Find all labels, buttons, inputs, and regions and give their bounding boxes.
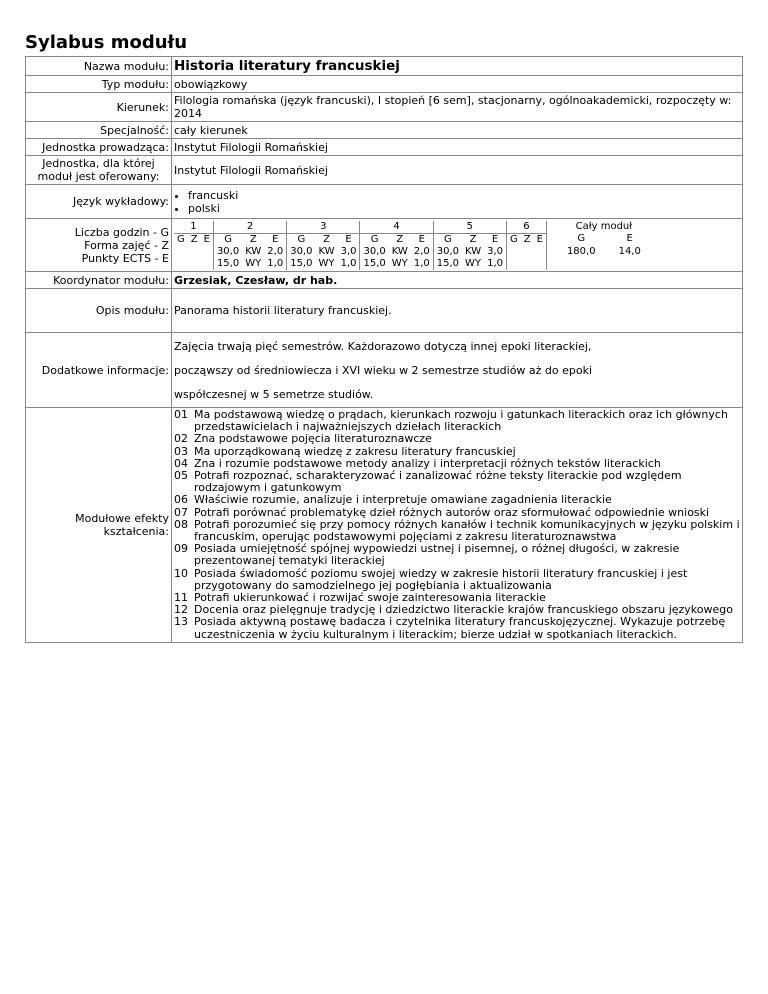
hours-cell [521, 246, 534, 270]
language-item: • francuski [188, 189, 740, 202]
unit-offered-value: Instytut Filologii Romańskiej [172, 156, 743, 185]
unit-running-label: Jednostka prowadząca: [26, 139, 172, 156]
row-hours [26, 219, 743, 272]
sub-header: G [213, 233, 242, 246]
row-specialty [26, 122, 743, 139]
module-name-value: Historia literatury francuskiej [172, 57, 743, 76]
hours-label-line: Forma zajęć - Z [84, 238, 169, 252]
hours-cell: 30,0 15,0 [433, 246, 462, 270]
row-unit-offered [26, 156, 743, 185]
language-label: Język wykładowy: [26, 185, 172, 219]
outcome-text: Potrafi porównać problematykę dzieł różnych autorów oraz sformułować odpowiednie wnioski [194, 505, 710, 519]
outcome-text: Potrafi porozumieć się przy pomocy różnych kanałów i technik komunikacyjnych w języku polskim i francuskim, operując podstawowymi pojęciami z zakresu literaturoznawstwa [194, 517, 740, 544]
hours-label-line: Liczba godzin - G [74, 225, 169, 239]
hours-cell: KW WY [391, 245, 408, 269]
outcome-text: Posiada aktywną postawę badacza i czytelnika literatury francuskojęzycznej. Wykazuje potrzebę uczestniczenia w życiu kulturalnym i literackim; bierze udział w spotkaniach literackich. [194, 615, 726, 641]
outcome-item [174, 519, 740, 543]
hours-label [26, 219, 172, 272]
sub-header: G [433, 233, 462, 246]
additional-label: Dodatkowe informacje: [26, 333, 172, 408]
total-sub-header: E [626, 233, 633, 245]
sub-header: E [491, 233, 499, 245]
description-value: Panorama historii literatury francuskiej. [172, 289, 743, 333]
sub-header: E [345, 233, 352, 245]
hours-cell: 3,0 1,0 [487, 245, 503, 269]
outcome-number: 05 [174, 469, 188, 483]
sub-header: Z [523, 233, 531, 245]
total-header: Cały moduł [546, 221, 643, 234]
sub-header: Z [190, 233, 198, 245]
sub-header: E [272, 233, 279, 245]
outcome-text: Docenia oraz pielęgnuje tradycję i dziedzictwo literackie krajów francuskiego obszaru językowego [194, 603, 733, 617]
additional-line: począwszy od średniowiecza i XVI wieku w 2 semestrze studiów aż do epoki [174, 363, 593, 377]
hours-cell: 30,0 15,0 [213, 246, 242, 270]
outcome-text: Posiada umiejętność spójnej wypowiedzi ustnej i pisemnej, o różnej długości, w zakresie prezentowanej tematyki literackiej [194, 542, 680, 568]
hours-cell: 30,0 15,0 [360, 246, 389, 270]
row-coordinator [26, 272, 743, 289]
total-value: 14,0 [618, 245, 641, 257]
semester-header: 6 [507, 221, 547, 234]
row-additional [26, 333, 743, 408]
row-module-type [26, 76, 743, 93]
sub-header: G [360, 233, 389, 246]
hours-cell: 2,0 1,0 [413, 245, 430, 269]
total-sub-header: G [546, 233, 598, 246]
additional-line: Zajęcia trwają pięć semestrów. Każdorazowo dotyczą innej epoki literackiej, [174, 339, 592, 353]
additional-line: współczesnej w 5 semetrze studiów. [174, 387, 374, 401]
field-label: Kierunek: [26, 93, 172, 122]
language-item: • polski [188, 202, 740, 215]
outcome-number: 13 [174, 615, 188, 629]
hours-cell [188, 246, 201, 270]
module-type-value: obowiązkowy [172, 76, 743, 93]
outcome-number: 03 [174, 444, 188, 458]
outcome-item [174, 409, 740, 433]
hours-cell: 2,0 1,0 [267, 245, 284, 269]
page-title: Sylabus modułu [25, 32, 188, 53]
syllabus-table [25, 56, 743, 643]
outcome-number: 08 [174, 517, 188, 531]
sub-header: G [507, 233, 521, 246]
semester-header: 2 [213, 221, 286, 234]
hours-cell [201, 246, 214, 270]
outcome-number: 10 [174, 566, 188, 580]
outcome-text: Ma uporządkowaną wiedzę z zakresu literatury francuskiej [194, 444, 516, 458]
hours-cell: 3,0 1,0 [340, 245, 357, 269]
coordinator-label: Koordynator modułu: [26, 272, 172, 289]
outcome-number: 06 [174, 493, 188, 507]
hours-cell: KW WY [318, 245, 335, 269]
outcomes-label: Modułowe efekty kształcenia: [26, 408, 172, 643]
outcome-number: 07 [174, 505, 188, 519]
sub-header: Z [249, 233, 257, 245]
row-unit-running [26, 139, 743, 156]
sub-header: G [177, 233, 185, 245]
outcome-number: 01 [174, 408, 188, 421]
row-module-name [26, 57, 743, 76]
outcome-number: 04 [174, 456, 188, 470]
outcome-text: Zna podstawowe pojęcia literaturoznawcze [194, 432, 432, 446]
outcome-text: Właściwie rozumie, analizuje i interpretuje omawiane zagadnienia literackie [194, 493, 612, 507]
row-language [26, 185, 743, 219]
row-field [26, 93, 743, 122]
outcome-number: 09 [174, 542, 188, 556]
sub-header: E [418, 233, 425, 245]
hours-cell: KW WY [465, 245, 482, 269]
coordinator-value: Grzesiak, Czesław, dr hab. [172, 272, 743, 289]
outcome-text: Potrafi ukierunkować i rozwijać swoje zainteresowania literackie [194, 591, 546, 605]
hours-cell: KW WY [245, 245, 262, 269]
row-outcomes [26, 408, 743, 643]
unit-offered-label: Jednostka, dla której moduł jest oferowany: [26, 156, 172, 185]
outcome-item [174, 616, 740, 640]
hours-cell [507, 246, 521, 270]
hours-cell [534, 246, 547, 270]
specialty-label: Specjalność: [26, 122, 172, 139]
outcome-number: 12 [174, 603, 188, 617]
description-label: Opis modułu: [26, 289, 172, 333]
sub-header: G [287, 233, 316, 246]
row-description [26, 289, 743, 333]
module-type-label: Typ modułu: [26, 76, 172, 93]
total-value: 180,0 [546, 246, 598, 270]
sub-header: E [203, 233, 210, 245]
language-list [174, 189, 740, 215]
outcome-item [174, 470, 740, 494]
outcome-number: 11 [174, 591, 188, 605]
module-name-label: Nazwa modułu: [26, 57, 172, 76]
semester-header: 1 [174, 221, 213, 234]
semester-header: 5 [433, 221, 506, 234]
outcome-item [174, 568, 740, 592]
hours-label-line: Punkty ECTS - E [81, 251, 169, 265]
sub-header: Z [323, 233, 330, 245]
outcomes-list [174, 409, 740, 641]
outcome-text: Zna i rozumie podstawowe metody analizy i interpretacji różnych tekstów literackich [194, 456, 661, 470]
unit-running-value: Instytut Filologii Romańskiej [172, 139, 743, 156]
hours-grid [174, 221, 644, 270]
sub-header: E [536, 233, 543, 245]
hours-cell: 30,0 15,0 [287, 246, 316, 270]
sub-header: Z [396, 233, 404, 245]
outcome-text: Ma podstawową wiedzę o prądach, kierunkach rozwoju i gatunkach literackich oraz ich głównych przedstawicielach i najważniejszych dziełach literackich [194, 408, 728, 434]
outcome-text: Potrafi rozpoznać, scharakteryzować i zanalizować różne teksty literackie pod względem rodzajowym i gatunkowym [194, 469, 682, 495]
specialty-value: cały kierunek [172, 122, 743, 139]
outcome-text: Posiada świadomość poziomu swojej wiedzy w zakresie historii literatury francuskiej i jest przygotowany do samodzielnego jej pogłębiania i aktualizowania [194, 566, 688, 592]
field-value: Filologia romańska (język francuski), I stopień [6 sem], stacjonarny, ogólnoakademicki, rozpoczęty w: 2014 [172, 93, 743, 122]
outcome-item [174, 543, 740, 567]
sub-header: Z [469, 233, 477, 245]
semester-header: 4 [360, 221, 433, 234]
outcome-number: 02 [174, 432, 188, 446]
hours-cell [174, 246, 188, 270]
semester-header: 3 [287, 221, 360, 234]
